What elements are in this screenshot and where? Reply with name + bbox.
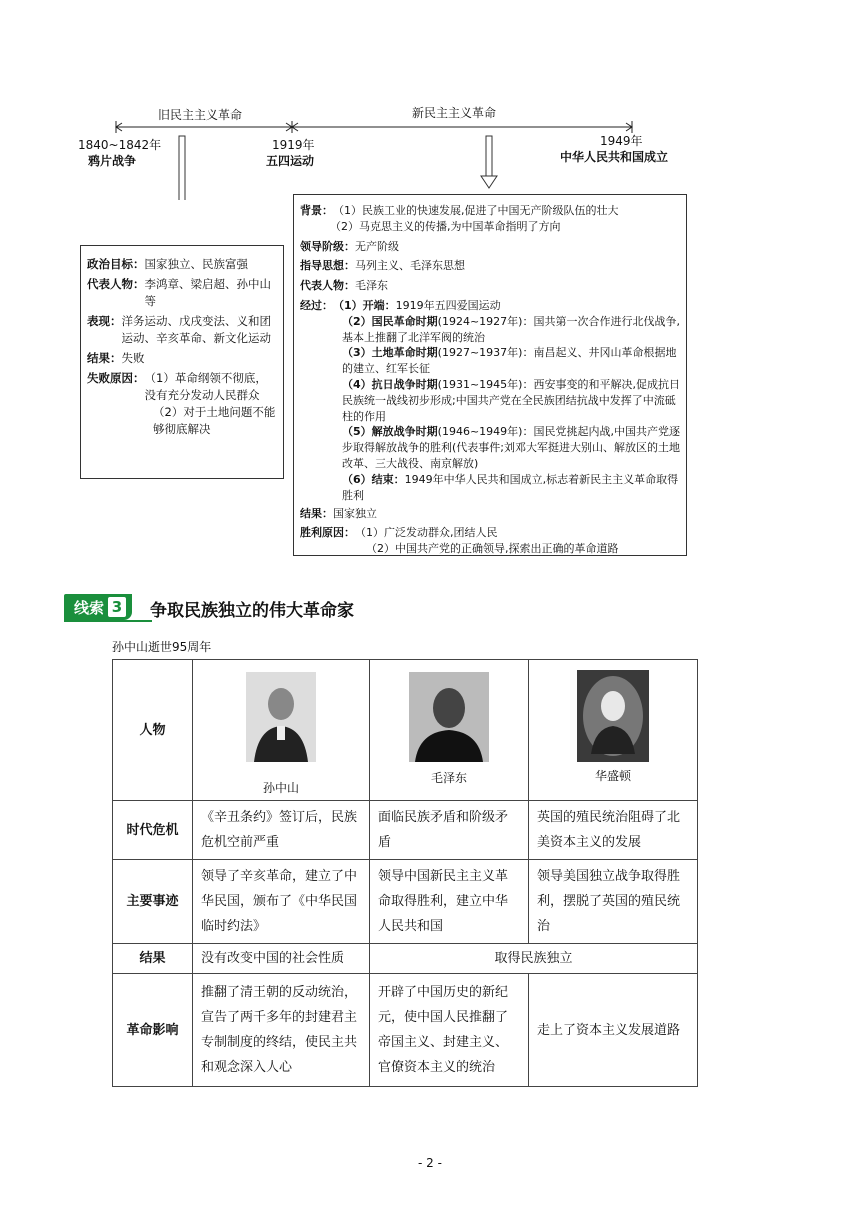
course-2 (300, 314, 680, 346)
goal-value: 国家独立、民族富强 (144, 257, 248, 271)
table-row-result (113, 944, 698, 974)
result-value: 国家独立 (333, 507, 377, 521)
perf-key: 表现： (87, 314, 122, 328)
win-reason-1: （1）广泛发动群众,团结人民 (355, 526, 498, 540)
sun-impact: 推翻了清王朝的反动统治，宣告了两千多年的封建君主专制制度的终结，使民主共和观念深入人心 (193, 974, 370, 1087)
c3-value: (1927~1937年)：南昌起义、井冈山革命根据地的建立、红军长征 (342, 346, 677, 376)
c1-key: （1）开端： (333, 298, 396, 312)
mao-impact: 开辟了中国历史的新纪元，使中国人民推翻了帝国主义、封建主义、官僚资本主义的统治 (370, 974, 529, 1087)
course-key: 经过： (300, 298, 333, 312)
new-democratic-box (293, 194, 687, 556)
rep-value: 毛泽东 (355, 279, 388, 293)
result-key: 结果： (300, 507, 333, 521)
section-title: 争取民族独立的伟大革命家 (150, 601, 354, 621)
c2-key: （2）国民革命时期 (342, 314, 438, 328)
perf-value: 洋务运动、戊戌变法、义和团运动、辛亥革命、新文化运动 (121, 314, 271, 345)
section-badge-label: 线索 (74, 598, 105, 617)
prc-event: 中华人民共和国成立 (560, 150, 669, 164)
result-key: 结果： (87, 351, 122, 365)
sun-deeds: 领导了辛亥革命，建立了中华民国，颁布了《中华民国临时约法》 (193, 860, 370, 944)
rep-key: 代表人物： (87, 277, 145, 291)
washington-portrait (577, 670, 649, 762)
fail-key: 失败原因： (87, 371, 145, 385)
ideology-value: 马列主义、毛泽东思想 (355, 259, 465, 273)
ideology-key: 指导思想： (300, 259, 355, 273)
row-header-person: 人物 (113, 660, 193, 801)
bg-key: 背景： (300, 204, 333, 217)
mao-name: 毛泽东 (430, 771, 467, 785)
cell-sun-portrait (193, 660, 370, 801)
table-row-impact (113, 974, 698, 1087)
sun-result: 没有改变中国的社会性质 (193, 944, 370, 974)
page-number: - 2 - (418, 1156, 442, 1170)
cell-mao-portrait (370, 660, 529, 801)
mao-zedong-portrait (409, 672, 489, 762)
section-underline (64, 620, 152, 622)
goal-key: 政治目标： (87, 257, 145, 271)
rep-value: 李鸿章、梁启超、孙中山等 (144, 277, 271, 308)
c2-value: (1924~1927年)：国共第一次合作进行北伐战争,基本上推翻了北洋军阀的统治 (342, 314, 680, 344)
bg-item-2: （2）马克思主义的传播,为中国革命指明了方向 (330, 219, 561, 233)
section-badge-number: 3 (108, 597, 126, 617)
c4-value: (1931~1945年)：西安事变的和平解决,促成抗日民族统一战线初步形成;中国共产党在全民族团结抗战中发挥了中流砥柱的作用 (342, 377, 680, 423)
c6-key: （6）结束： (342, 472, 405, 486)
shared-result: 取得民族独立 (370, 944, 698, 974)
row-header-crisis: 时代危机 (113, 801, 193, 860)
timeline-lines (0, 0, 860, 200)
course-4 (300, 377, 680, 424)
c6-value: 1949年中华人民共和国成立,标志着新民主主义革命取得胜利 (342, 472, 679, 502)
win-reason-2: （2）中国共产党的正确领导,探索出正确的革命道路 (366, 541, 619, 555)
opium-war-year: 1840~1842年 (78, 138, 162, 152)
win-key: 胜利原因： (300, 526, 355, 540)
row-header-deeds: 主要事迹 (113, 860, 193, 944)
prc-year: 1949年 (600, 134, 643, 148)
revolutionaries-table (112, 659, 698, 1087)
washington-name: 华盛顿 (594, 769, 631, 783)
sun-name: 孙中山 (262, 781, 299, 795)
section-badge (64, 594, 132, 620)
table-row-person (113, 660, 698, 801)
washington-deeds: 领导美国独立战争取得胜利，摆脱了英国的殖民统治 (529, 860, 698, 944)
fail-reason-2: （2）对于土地问题不能够彻底解决 (153, 405, 276, 436)
rep-key: 代表人物： (300, 279, 355, 293)
mao-crisis: 面临民族矛盾和阶级矛盾 (370, 801, 529, 860)
c4-key: （4）抗日战争时期 (342, 377, 438, 391)
cell-washington-portrait (529, 660, 698, 801)
sun-yatsen-portrait (246, 672, 316, 762)
table-row-crisis (113, 801, 698, 860)
class-key: 领导阶级： (300, 239, 355, 253)
old-democratic-box (80, 245, 284, 479)
c5-key: （5）解放战争时期 (342, 425, 438, 439)
section-caption: 孙中山逝世95周年 (112, 640, 212, 654)
opium-war-event: 鸦片战争 (88, 154, 137, 168)
c1-value: 1919年五四爱国运动 (395, 298, 501, 312)
washington-crisis: 英国的殖民统治阻碍了北美资本主义的发展 (529, 801, 698, 860)
fail-reason-1: （1）革命纲领不彻底，没有充分发动人民群众 (144, 371, 267, 402)
bg-item-1: （1）民族工业的快速发展,促进了中国无产阶级队伍的壮大 (333, 204, 619, 217)
may-fourth-event: 五四运动 (266, 154, 315, 168)
course-5 (300, 424, 680, 471)
result-value: 失败 (121, 351, 145, 365)
course-6 (300, 472, 680, 504)
c3-key: （3）土地革命时期 (342, 346, 438, 360)
new-democratic-label: 新民主主义革命 (412, 106, 497, 120)
mao-deeds: 领导中国新民主主义革命取得胜利，建立中华人民共和国 (370, 860, 529, 944)
class-value: 无产阶级 (355, 239, 399, 253)
may-fourth-year: 1919年 (272, 138, 315, 152)
c5-value: (1946~1949年)：国民党挑起内战,中国共产党逐步取得解放战争的胜利(代表事件;刘邓大军挺进大别山、解放区的土地改革、三大战役、南京解放) (342, 425, 680, 470)
sun-crisis: 《辛丑条约》签订后，民族危机空前严重 (193, 801, 370, 860)
row-header-result: 结果 (113, 944, 193, 974)
course-3 (300, 345, 680, 377)
old-democratic-label: 旧民主主义革命 (158, 108, 243, 122)
table-row-deeds (113, 860, 698, 944)
row-header-impact: 革命影响 (113, 974, 193, 1087)
washington-impact: 走上了资本主义发展道路 (529, 974, 698, 1087)
